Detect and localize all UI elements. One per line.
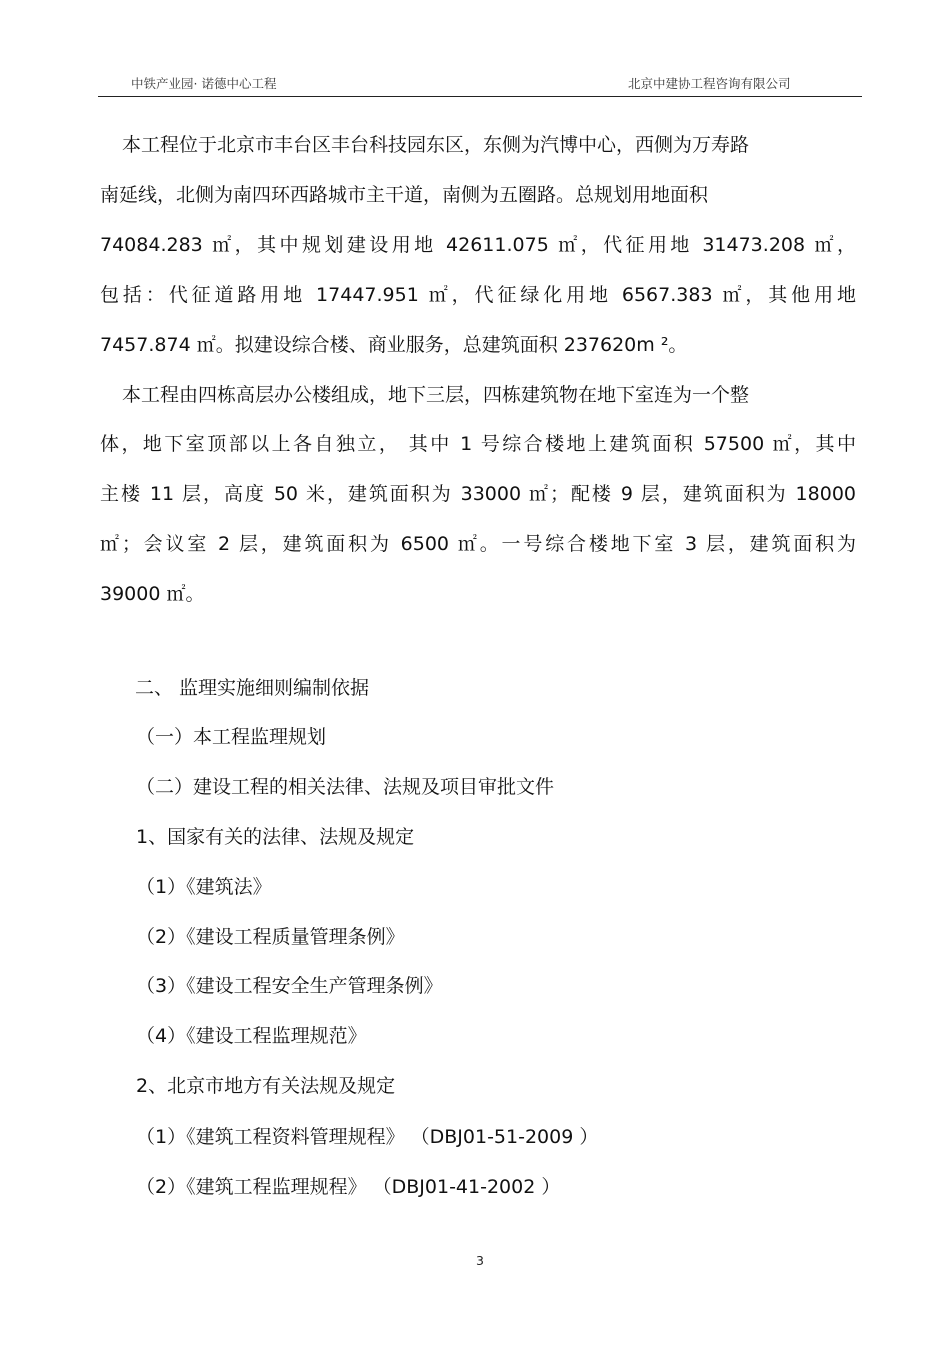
paragraph-line: 本工程位于北京市丰台区丰台科技园东区，东侧为汽博中心，西侧为万寿路 (122, 134, 750, 156)
paragraph-line: 39000 ㎡。 (100, 583, 205, 605)
paragraph-line: 本工程由四栋高层办公楼组成，地下三层，四栋建筑物在地下室连为一个整 (122, 384, 750, 406)
list-item: （2）《建设工程质量管理条例》 (136, 926, 405, 948)
list-heading: 2、北京市地方有关法规及规定 (136, 1075, 396, 1097)
list-item: （1）《建筑法》 (136, 876, 272, 898)
paragraph-line: 南延线，北侧为南四环西路城市主干道，南侧为五圈路。总规划用地面积 (100, 184, 709, 206)
paragraph-line: ㎡；会议室 2 层，建筑面积为 6500 ㎡。一号综合楼地下室 3 层，建筑面积为 (100, 533, 856, 555)
subsection-heading: （一）本工程监理规划 (136, 726, 327, 748)
section-heading: 二、 监理实施细则编制依据 (135, 677, 370, 699)
list-item: （4）《建设工程监理规范》 (136, 1025, 367, 1047)
header-divider (98, 96, 862, 97)
header-project-name: 中铁产业园· 诺德中心工程 (131, 76, 277, 91)
header-company-name: 北京中建协工程咨询有限公司 (628, 76, 791, 91)
paragraph-line: 主楼 11 层，高度 50 米，建筑面积为 33000 ㎡；配楼 9 层，建筑面积为 18000 (100, 483, 856, 505)
subsection-heading: （二）建设工程的相关法律、法规及项目审批文件 (136, 776, 555, 798)
paragraph-line: 体，地下室顶部以上各自独立， 其中 1 号综合楼地上建筑面积 57500 ㎡，其中 (100, 433, 856, 455)
paragraph-line: 包括：代征道路用地 17447.951 ㎡，代征绿化用地 6567.383 ㎡，其他用地 (100, 284, 856, 306)
list-item: （3）《建设工程安全生产管理条例》 (136, 975, 443, 997)
list-item: （2）《建筑工程监理规程》 （DBJ01-41-2002 ） (136, 1176, 561, 1198)
paragraph-line: 7457.874 ㎡。拟建设综合楼、商业服务，总建筑面积 237620m ²。 (100, 334, 688, 356)
list-item: （1）《建筑工程资料管理规程》 （DBJ01-51-2009 ） (136, 1126, 599, 1148)
list-heading: 1、国家有关的法律、法规及规定 (136, 826, 415, 848)
paragraph-line: 74084.283 ㎡，其中规划建设用地 42611.075 ㎡，代征用地 31473.208 ㎡， (100, 234, 856, 256)
page-number: 3 (476, 1253, 484, 1268)
